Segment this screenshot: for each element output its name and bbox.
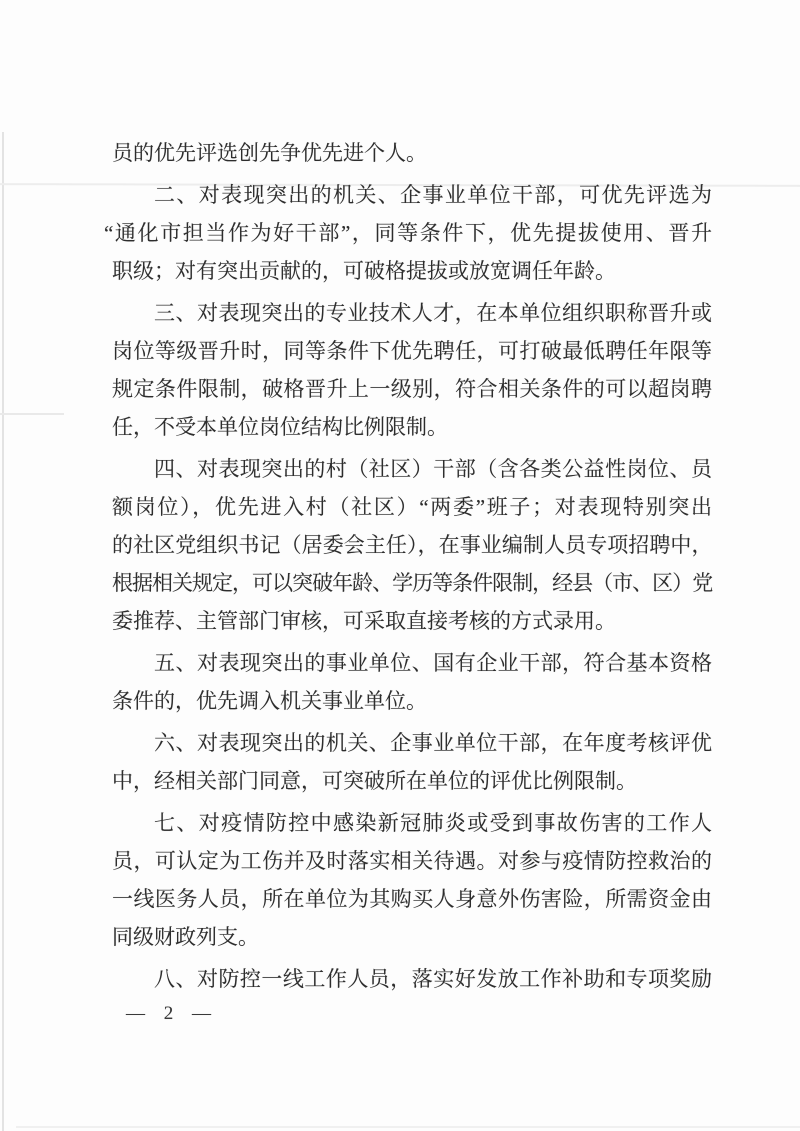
text-line: 员，可认定为工伤并及时落实相关待遇。对参与疫情防控救治的 bbox=[112, 849, 712, 873]
text-line: 二、对表现突出的机关、企事业单位干部，可优先评选为 bbox=[154, 183, 712, 207]
text-line: 五、对表现突出的事业单位、国有企业干部，符合基本资格 bbox=[154, 651, 712, 675]
paragraph-4 bbox=[112, 450, 712, 640]
body-text bbox=[104, 134, 712, 998]
paragraph-3 bbox=[112, 294, 712, 446]
text-line: 同级财政列支。 bbox=[112, 925, 259, 949]
text-line: 七、对疫情防控中感染新冠肺炎或受到事故伤害的工作人 bbox=[154, 811, 712, 835]
scan-artifact-vertical-line bbox=[2, 132, 4, 1131]
paragraph-6 bbox=[112, 724, 712, 800]
text-line: 规定条件限制，破格晋升上一级别，符合相关条件的可以超岗聘 bbox=[112, 377, 712, 401]
text-line: 八、对防控一线工作人员，落实好发放工作补助和专项奖励 bbox=[154, 967, 712, 991]
text-line: 根据相关规定，可以突破年龄、学历等条件限制，经县（市、区）党 bbox=[112, 571, 712, 595]
paragraph-7 bbox=[112, 804, 712, 956]
text-line: 条件的，优先调入机关事业单位。 bbox=[112, 689, 427, 713]
text-line: 中，经相关部门同意，可突破所在单位的评优比例限制。 bbox=[112, 769, 637, 793]
paragraph-5 bbox=[112, 644, 712, 720]
paragraph-8 bbox=[112, 960, 712, 998]
text-line: 的社区党组织书记（居委会主任），在事业编制人员专项招聘中， bbox=[112, 533, 712, 557]
text-line: 员的优先评选创先争优先进个人。 bbox=[112, 141, 427, 165]
text-line: 三、对表现突出的专业技术人才，在本单位组织职称晋升或 bbox=[154, 301, 712, 325]
text-line: “通化市担当作为好干部”，同等条件下，优先提拔使用、晋升 bbox=[104, 221, 712, 245]
text-line: 一线医务人员，所在单位为其购买人身意外伤害险，所需资金由 bbox=[112, 887, 712, 911]
text-line: 六、对表现突出的机关、企事业单位干部，在年度考核评优 bbox=[154, 731, 712, 755]
scan-artifact-horizontal-line-bottom bbox=[16, 1126, 800, 1128]
text-line: 职级；对有突出贡献的，可破格提拔或放宽调任年龄。 bbox=[112, 259, 616, 283]
page-number: — 2 — bbox=[126, 1003, 212, 1024]
text-line: 委推荐、主管部门审核，可采取直接考核的方式录用。 bbox=[112, 609, 616, 633]
text-line: 额岗位），优先进入村（社区）“两委”班子；对表现特别突出 bbox=[112, 495, 712, 519]
paragraph-continuation bbox=[112, 134, 712, 172]
text-line: 任，不受本单位岗位结构比例限制。 bbox=[112, 415, 448, 439]
paragraph-2 bbox=[104, 176, 712, 290]
text-line: 岗位等级晋升时，同等条件下优先聘任，可打破最低聘任年限等 bbox=[112, 339, 712, 363]
text-line: 四、对表现突出的村（社区）干部（含各类公益性岗位、员 bbox=[154, 457, 712, 481]
scan-artifact-horizontal-line-mid bbox=[0, 413, 64, 415]
